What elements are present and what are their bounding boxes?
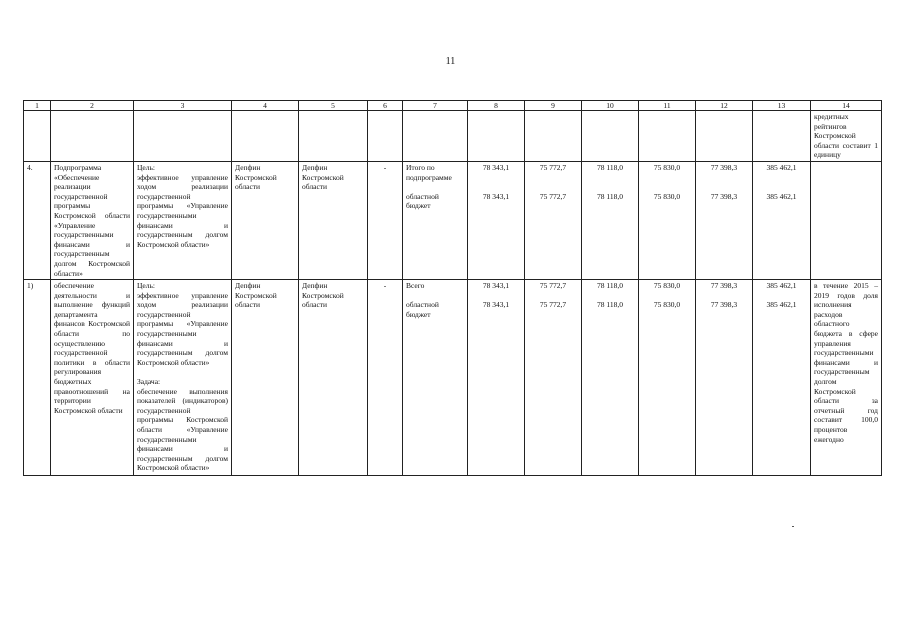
responsible-executor: Депфин Костромской области — [232, 161, 299, 279]
table-row-subprogram — [24, 161, 882, 279]
value-cell — [468, 280, 525, 476]
value-total: 385 462,1 — [766, 281, 797, 291]
value-total: 385 462,1 — [766, 162, 797, 172]
column-header: 7 — [403, 101, 468, 111]
goal-text: эффективное управление ходом реализации государственной программы «Управление государственными финансами и государственным долгом Костромской области» — [137, 172, 228, 249]
value-cell — [468, 161, 525, 279]
row-number: 4. — [24, 161, 51, 279]
header-row — [24, 101, 882, 111]
page-number: 11 — [445, 56, 456, 67]
value-budget: 75 830,0 — [653, 191, 681, 201]
value-total: 75 830,0 — [653, 162, 681, 172]
value-cell — [639, 161, 696, 279]
value-total: 75 830,0 — [653, 281, 681, 291]
value-budget: 75 830,0 — [653, 300, 681, 310]
value-cell — [753, 161, 811, 279]
task-text: обеспечение выполнения показателей (индикаторов) государственной программы Костромской области «Управление государственными финансами и государственным долгом Костромской области» — [137, 386, 228, 473]
column-header: 13 — [753, 101, 811, 111]
column-header: 2 — [51, 101, 134, 111]
value-cell — [525, 161, 582, 279]
value-budget: 385 462,1 — [766, 191, 797, 201]
co-executor: Депфин Костромской области — [299, 161, 368, 279]
value-budget: 75 772,7 — [539, 300, 567, 310]
scan-speck — [792, 526, 794, 527]
value-budget: 78 343,1 — [482, 300, 510, 310]
value-cell — [696, 280, 753, 476]
funding-source-cell — [403, 161, 468, 279]
column-header: 8 — [468, 101, 525, 111]
value-budget: 77 398,3 — [710, 300, 738, 310]
value-total: 77 398,3 — [710, 162, 738, 172]
task-label: Задача: — [137, 377, 161, 387]
value-cell — [582, 161, 639, 279]
value-cell — [639, 280, 696, 476]
table-row-activity — [24, 280, 882, 476]
subprogram-name: Подпрограмма «Обеспечение реализации государственной программы Костромской области «Управление государственными финансами и государственным долгом Костромской области» — [51, 161, 134, 279]
value-total: 78 118,0 — [597, 281, 623, 291]
indicator-cell: кредитных рейтингов Костромской области составит 1 единицу — [811, 111, 882, 162]
regional-budget-label: областной бюджет — [406, 191, 439, 211]
column-header: 4 — [232, 101, 299, 111]
column-header: 1 — [24, 101, 51, 111]
goal-cell — [134, 161, 232, 279]
value-budget: 78 118,0 — [597, 191, 623, 201]
goal-text: эффективное управление ходом реализации государственной программы «Управление государственными финансами и государственным долгом Костромской области» — [137, 290, 228, 367]
column-header: 9 — [525, 101, 582, 111]
column-header: 6 — [368, 101, 403, 111]
value-total: 75 772,7 — [539, 281, 567, 291]
column-header: 14 — [811, 101, 882, 111]
table-row-continuation — [24, 111, 882, 162]
value-cell — [582, 280, 639, 476]
column-header: 5 — [299, 101, 368, 111]
column-header: 10 — [582, 101, 639, 111]
value-budget: 78 118,0 — [597, 300, 623, 310]
value-budget: 78 343,1 — [482, 191, 510, 201]
value-cell — [696, 161, 753, 279]
regional-budget-label: областной бюджет — [406, 300, 439, 319]
total-label: Итого по подпрограмме — [406, 162, 452, 182]
value-total: 75 772,7 — [539, 162, 567, 172]
goal-cell — [134, 280, 232, 476]
value-total: 77 398,3 — [710, 281, 738, 291]
dash-cell: - — [368, 280, 403, 476]
column-header: 3 — [134, 101, 232, 111]
dash-cell: - — [368, 161, 403, 279]
responsible-executor: Депфин Костромской области — [232, 280, 299, 476]
row-number: 1) — [24, 280, 51, 476]
indicator-cell: в течение 2015 – 2019 годов доля исполнения расходов областного бюджета в сфере управления государственными финансами и государственным долгом Костромской области за отчетный год составит 100,0 процентов ежегодно — [811, 280, 882, 476]
budget-table — [23, 100, 882, 476]
column-header: 11 — [639, 101, 696, 111]
funding-source-cell — [403, 280, 468, 476]
goal-label: Цель: — [137, 162, 155, 172]
value-cell — [525, 280, 582, 476]
value-budget: 77 398,3 — [710, 191, 738, 201]
column-header: 12 — [696, 101, 753, 111]
total-label: Всего — [406, 281, 425, 291]
value-total: 78 343,1 — [482, 281, 510, 291]
value-budget: 385 462,1 — [766, 300, 797, 310]
goal-label: Цель: — [137, 281, 155, 291]
value-total: 78 343,1 — [482, 162, 510, 172]
co-executor: Депфин Костромской области — [299, 280, 368, 476]
activity-name: обеспечение деятельности и выполнение функций департамента финансов Костромской области по осуществлению государственной политики в области регулирования бюджетных правоотношений на территории Костромской области — [51, 280, 134, 476]
value-cell — [753, 280, 811, 476]
value-total: 78 118,0 — [597, 162, 623, 172]
value-budget: 75 772,7 — [539, 191, 567, 201]
